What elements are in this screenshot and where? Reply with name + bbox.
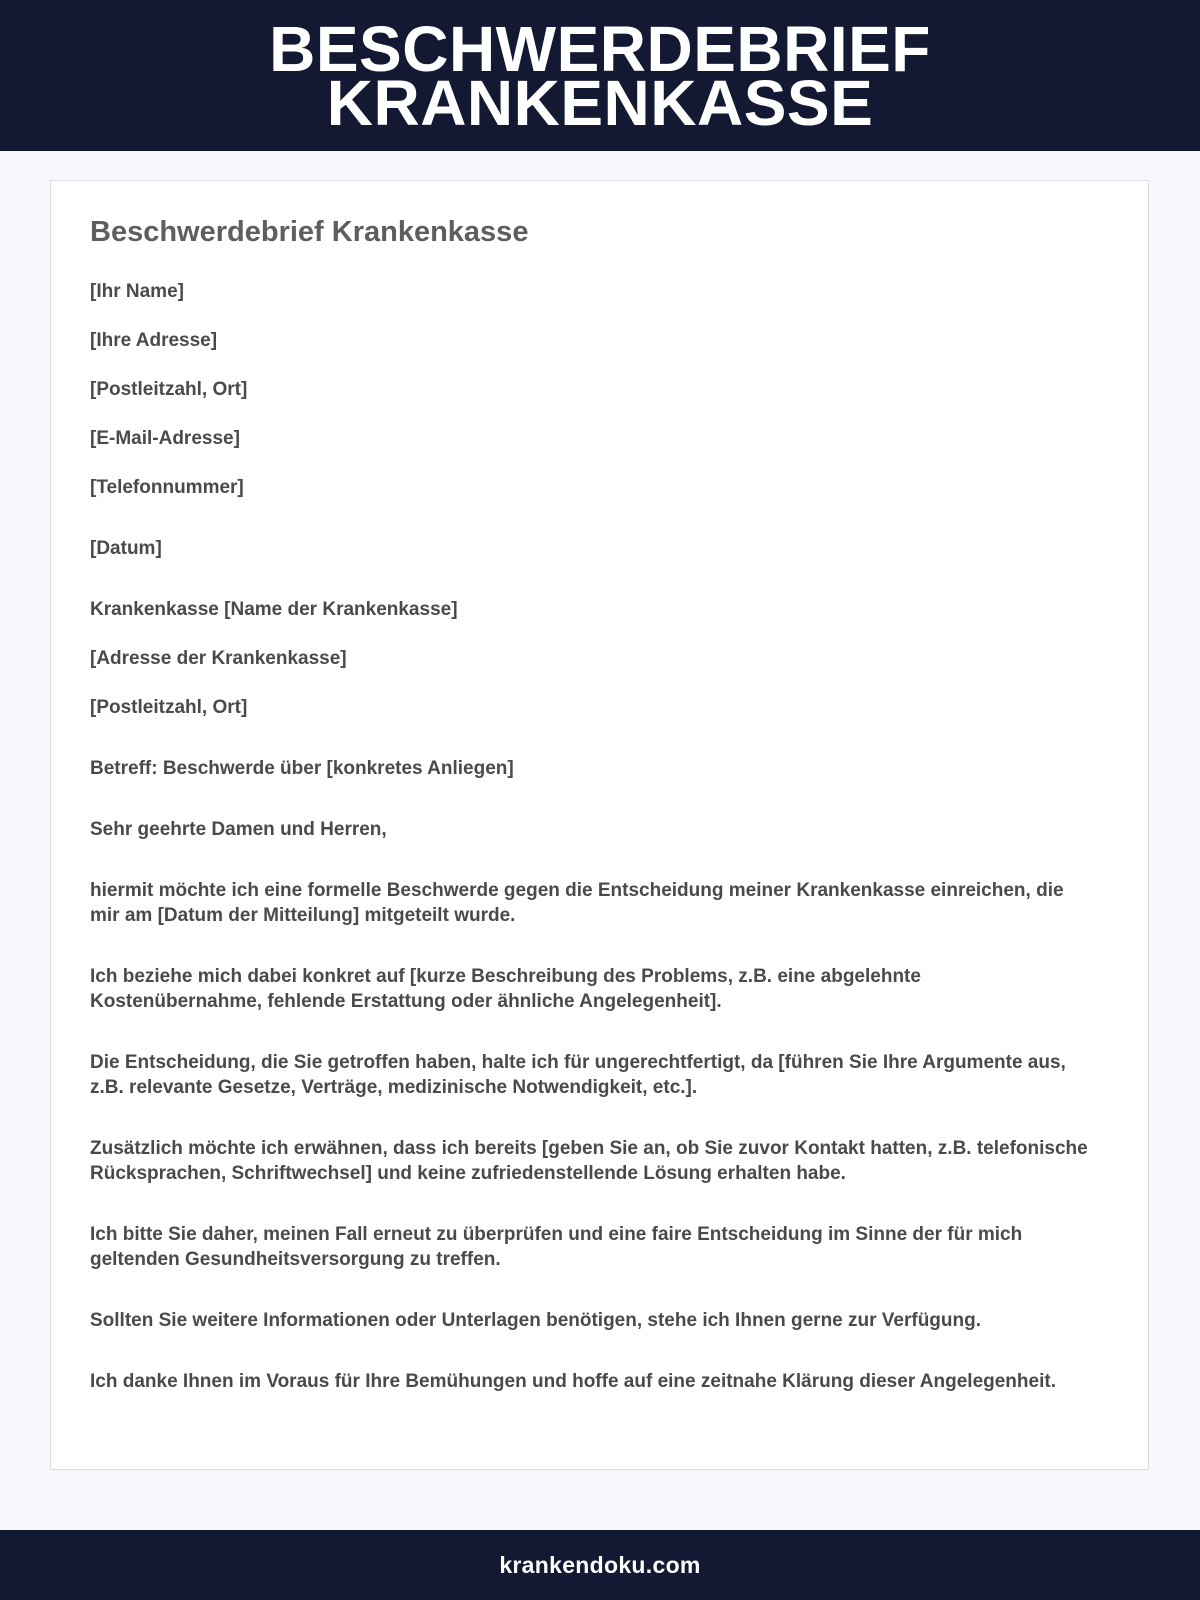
footer-site-name: krankendoku.com	[499, 1551, 701, 1578]
recipient-zip-city: [Postleitzahl, Ort]	[90, 697, 248, 718]
body-paragraph: Sollten Sie weitere Informationen oder Unterlagen benötigen, stehe ich Ihnen gerne zur Verfügung.	[90, 1310, 982, 1331]
banner-title-line-1: BESCHWERDEBRIEF	[269, 12, 931, 85]
recipient-name: Krankenkasse [Name der Krankenkasse]	[90, 599, 458, 620]
sender-name: [Ihr Name]	[90, 281, 184, 302]
banner-title-line-2: KRANKENKASSE	[326, 66, 874, 139]
body-paragraph: Ich bitte Sie daher, meinen Fall erneut zu überprüfen und eine faire Entscheidung im Sinne der für mich geltenden Gesundheitsversorgung zu treffen.	[90, 1224, 1023, 1270]
footer-bar	[0, 1530, 1200, 1600]
document-title: Beschwerdebrief Krankenkasse	[90, 216, 529, 248]
body-paragraph: Zusätzlich möchte ich erwähnen, dass ich bereits [geben Sie an, ob Sie zuvor Kontakt hatten, z.B. telefonische Rücksprachen, Schriftwechsel] und keine zufriedenstellende Lösung erhalten habe.	[90, 1138, 1088, 1184]
sender-email: [E-Mail-Adresse]	[90, 428, 240, 449]
sender-phone: [Telefonnummer]	[90, 477, 244, 498]
body-paragraph: Ich beziehe mich dabei konkret auf [kurze Beschreibung des Problems, z.B. eine abgelehnte Kostenübernahme, fehlende Erstattung oder ähnliche Angelegenheit].	[90, 966, 921, 1012]
body-paragraph: Ich danke Ihnen im Voraus für Ihre Bemühungen und hoffe auf eine zeitnahe Klärung dieser Angelegenheit.	[90, 1371, 1056, 1392]
sender-zip-city: [Postleitzahl, Ort]	[90, 379, 248, 400]
body-paragraph: Die Entscheidung, die Sie getroffen haben, halte ich für ungerechtfertigt, da [führen Sie Ihre Argumente aus, z.B. relevante Gesetze, Verträge, medizinische Notwendigkeit, etc.].	[90, 1052, 1066, 1098]
letter-date: [Datum]	[90, 538, 162, 559]
title-banner	[0, 0, 1200, 151]
recipient-address: [Adresse der Krankenkasse]	[90, 648, 347, 669]
letter-salutation: Sehr geehrte Damen und Herren,	[90, 819, 387, 840]
body-paragraph: hiermit möchte ich eine formelle Beschwerde gegen die Entscheidung meiner Krankenkasse einreichen, die mir am [Datum der Mitteilung] mitgeteilt wurde.	[90, 880, 1064, 926]
sender-address: [Ihre Adresse]	[90, 330, 218, 351]
letter-subject: Betreff: Beschwerde über [konkretes Anliegen]	[90, 758, 514, 779]
